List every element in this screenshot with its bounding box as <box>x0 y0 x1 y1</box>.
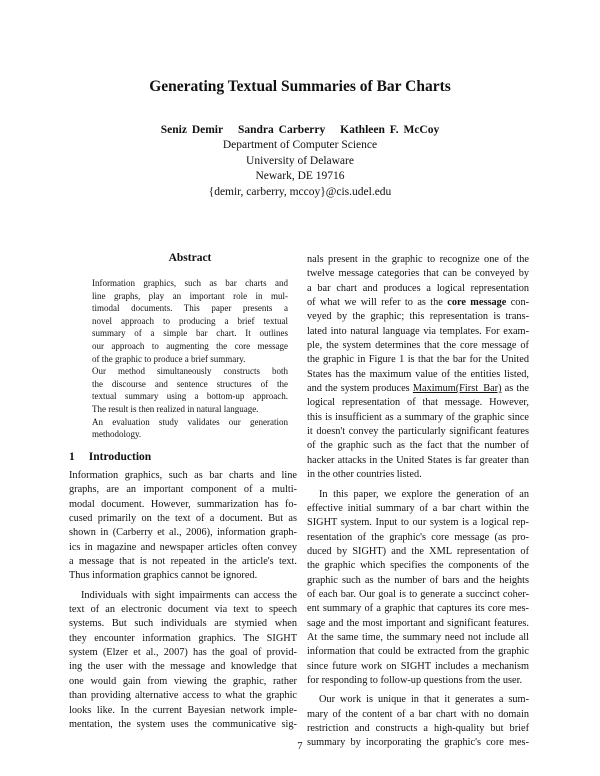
text-line: the graphic which specifies the components of the <box>307 560 529 572</box>
abstract-line: Our method simultaneously constructs both <box>92 366 288 377</box>
text-line: duced by SIGHT) and the XML representation of <box>307 545 529 557</box>
text-line: lated into natural language via templates. For exam- <box>307 325 529 337</box>
section-number: 1 <box>69 451 75 463</box>
author-name: Seniz Demir <box>160 124 224 136</box>
author-name: Sandra Carberry <box>237 124 326 136</box>
text-line: States has the maximum value of the entities listed, <box>307 368 529 380</box>
text-line: SIGHT system. Input to our system is a logical rep- <box>307 517 529 529</box>
abstract-line: methodology. <box>92 429 142 440</box>
text-line <box>307 296 529 310</box>
abstract-line: Information graphics, such as bar charts and <box>92 278 288 288</box>
text-line: mary of the content of a bar chart with no domain <box>307 708 529 720</box>
abstract-line: of the graphic to produce a brief summary. <box>92 353 246 364</box>
text-line: ing the user with the message and knowledge that <box>69 661 297 673</box>
text-line: information that could be extracted from the graphic <box>307 646 529 658</box>
abstract-line: the discourse and sentence structures of the <box>92 378 288 389</box>
text-line: systems. But such individuals are stymied when <box>69 618 297 630</box>
text-line: text of an electronic document via text to speech <box>69 604 297 616</box>
author-list <box>0 124 600 136</box>
text-line: modal document. However, summarization has fo- <box>69 498 297 510</box>
text-line: shown in (Carberry et al., 2006), information graph- <box>69 527 297 539</box>
text-line: it doesn't convey the particularly significant features <box>307 426 529 438</box>
abstract-line: The result is then realized in natural language. <box>92 403 259 414</box>
author-name: Kathleen F. McCoy <box>340 124 440 136</box>
department: Department of Computer Science <box>222 139 378 151</box>
text-line: hacker attacks in the United States is far greater than <box>307 454 529 466</box>
emails: {demir, carberry, mccoy}@cis.udel.edu <box>208 185 392 198</box>
text-fragment: as the <box>501 383 529 395</box>
text-line: twelve message categories that can be conveyed by <box>307 268 529 280</box>
text-line: graphic such as the number of bars and the heights <box>307 574 529 586</box>
text-line: resentation of the graphic's core message (as pro- <box>307 531 529 543</box>
text-line: a message that is not repeated in the article's text. <box>69 556 297 568</box>
text-line: than providing alternative access to what the graphic <box>69 690 297 702</box>
text-line: system (Elzer et al., 2007) has the goal of provid- <box>69 647 297 659</box>
affiliation <box>0 138 600 200</box>
text-line: looks like. In the current Bayesian network imple- <box>69 704 297 716</box>
text-line: one would gain from viewing the graphic, rather <box>69 675 297 687</box>
text-line: effective initial summary of a bar chart within the <box>307 502 529 514</box>
university: University of Delaware <box>246 154 354 167</box>
left-column <box>69 469 297 732</box>
abstract-line: timodal documents. This paper presents a <box>92 303 288 314</box>
text-fragment: of what we will refer to as the <box>307 297 443 309</box>
text-line: of the graphic such as the fact that the number of <box>307 440 529 452</box>
text-line: graphs, are an important component of a multi- <box>69 484 297 496</box>
section-title: Introduction <box>88 451 152 463</box>
abstract-line: textual summary using a bottom-up approach. <box>92 391 288 402</box>
text-line: for responding to follow-up questions from the user. <box>307 674 523 686</box>
text-line: ent summary of a graphic that captures its core mes- <box>307 603 529 615</box>
abstract-line: An evaluation study validates our generation <box>92 416 288 427</box>
text-line <box>307 382 529 396</box>
text-line: of each bar. Our goal is to generate a succinct coher- <box>307 588 529 600</box>
text-line: cused primarily on the text of a document. But as <box>69 513 297 525</box>
text-line: sage and the most important and significant features. <box>307 617 529 629</box>
text-line: Individuals with sight impairments can access the <box>81 589 297 601</box>
address: Newark, DE 19716 <box>255 170 345 183</box>
text-line: In this paper, we explore the generation of an <box>319 488 529 500</box>
paragraph <box>307 253 529 483</box>
text-line: At the same time, the summary need not include all <box>307 631 529 643</box>
logical-representation: Maximum(First_Bar) <box>412 383 502 395</box>
text-line: nals present in the graphic to recognize one of the <box>307 254 529 265</box>
text-fragment: con- <box>506 297 530 309</box>
text-line: mentation, the system uses the communicative sig- <box>69 718 297 730</box>
paragraph <box>307 488 529 689</box>
paper-title: Generating Textual Summaries of Bar Charts <box>149 78 451 95</box>
text-line: summary by incorporating the graphic's core mes- <box>307 737 529 749</box>
paragraph <box>69 469 297 584</box>
text-fragment: and the system produces <box>307 383 413 395</box>
abstract-body <box>92 277 288 441</box>
text-line: ics in magazine and newspaper articles often convey <box>69 541 297 553</box>
right-column <box>307 253 529 751</box>
text-line: a bar chart and produces a logical representation <box>307 282 529 294</box>
text-line: veyed by the graphic; this representation is trans- <box>307 311 529 323</box>
text-line: in the other countries listed. <box>307 469 422 481</box>
abstract-heading: Abstract <box>168 252 212 264</box>
paragraph <box>69 589 297 732</box>
text-line: ple, the system determines that the core message of <box>307 340 529 352</box>
text-line: Information graphics, such as bar charts and line <box>69 470 297 481</box>
text-line: this is insufficient as a summary of the graphic since <box>307 411 529 423</box>
section-heading <box>69 451 165 463</box>
core-message-term: core message <box>447 297 507 309</box>
text-line: Thus information graphics cannot be ignored. <box>69 570 258 582</box>
abstract-line: line graphs, play an important role in mul- <box>92 290 288 301</box>
text-line: since future work on SIGHT includes a mechanism <box>307 660 529 672</box>
text-line: Our work is unique in that it generates a sum- <box>319 694 529 706</box>
text-line: they encounter information graphics. The SIGHT <box>69 632 297 644</box>
text-line: the graphic in Figure 1 is that the bar for the United <box>307 354 529 366</box>
page-number: 7 <box>297 741 303 752</box>
abstract-line: summary of a simple bar chart. It outlines <box>92 328 288 339</box>
text-line: restriction and constructs a high-quality but brief <box>307 723 529 734</box>
abstract-line: our approach to augmenting the core message <box>92 340 288 351</box>
text-line: logical representation of that message. However, <box>307 397 529 409</box>
abstract-line: novel approach to producing a brief textual <box>92 315 288 326</box>
